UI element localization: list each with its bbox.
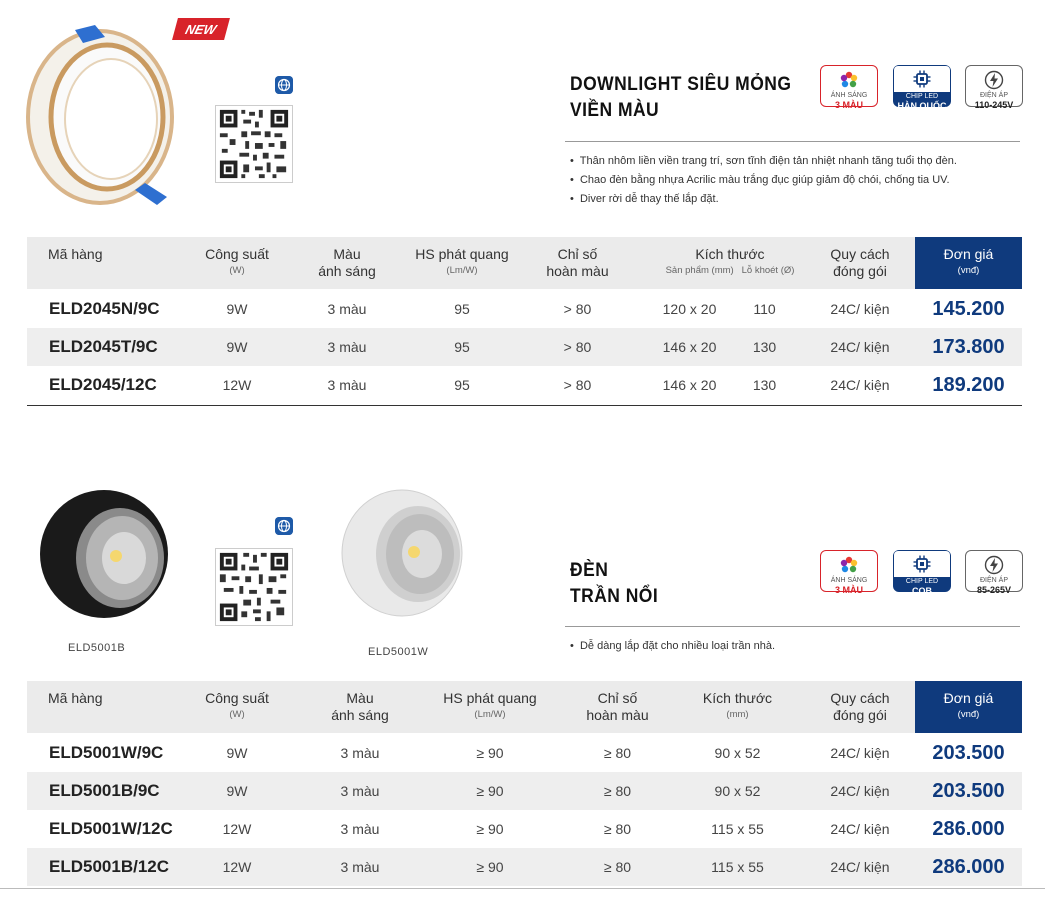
lightning-icon: [984, 70, 1004, 90]
product-title: DOWNLIGHT SIÊU MỎNG VIỀN MÀU: [570, 74, 792, 121]
power-cell: 9W: [226, 301, 248, 317]
feature-chip-led: CHIP LED HÀN QUỐC: [893, 65, 951, 107]
color-cell: 3 màu: [327, 377, 367, 393]
hole-cell: 110: [753, 301, 776, 317]
cri-cell: ≥ 80: [603, 821, 632, 837]
cri-cell: > 80: [563, 377, 592, 393]
header-code: Mã hàng: [48, 246, 103, 262]
header-color: Màu ánh sáng: [318, 246, 376, 279]
product-code: ELD5001B/12C: [49, 857, 170, 876]
hole-cell: 130: [752, 339, 777, 355]
header-packing: Quy cách đóng gói: [830, 246, 890, 279]
price-cell: 203.500: [932, 780, 1005, 802]
chip-icon: [913, 70, 931, 88]
lightning-icon: [984, 555, 1004, 575]
globe-icon[interactable]: [275, 76, 293, 94]
power-cell: 12W: [222, 377, 252, 393]
size-cell: 120 x 20: [662, 301, 717, 317]
price-cell: 145.200: [932, 298, 1005, 320]
feature-chip-led: CHIP LED COB: [893, 550, 951, 592]
price-cell: 203.500: [932, 742, 1005, 764]
price-cell: 173.800: [932, 336, 1005, 358]
table-bottom-rule: [27, 405, 1022, 406]
bullet-item: • Thân nhôm liền viền trang trí, sơn tĩnh điện tản nhiệt nhanh tăng tuổi thọ đèn.: [570, 155, 957, 167]
black-ceiling-light-image: [38, 488, 170, 620]
price-cell: 286.000: [932, 818, 1005, 840]
cri-cell: ≥ 80: [603, 783, 632, 799]
image-label-white: ELD5001W: [368, 646, 429, 658]
table-row: [27, 772, 1022, 810]
feature-light-color: ÁNH SÁNG 3 MÀU: [820, 550, 878, 592]
size-cell: 146 x 20: [662, 339, 717, 355]
packing-cell: 24C/ kiện: [830, 859, 890, 875]
product-code: ELD2045/12C: [49, 375, 157, 394]
bullet-item: • Diver rời dễ thay thế lắp đặt.: [570, 193, 719, 205]
power-cell: 9W: [226, 745, 248, 761]
table-row: [27, 848, 1022, 886]
table-row: [27, 290, 1022, 328]
color-cell: 3 màu: [340, 821, 380, 837]
header-packing: Quy cách đóng gói: [830, 690, 890, 723]
size-cell: 115 x 55: [711, 821, 764, 837]
packing-cell: 24C/ kiện: [830, 339, 890, 355]
packing-cell: 24C/ kiện: [830, 301, 890, 317]
table-row: [27, 366, 1022, 404]
product-code: ELD5001W/12C: [49, 819, 173, 838]
header-lumen: HS phát quang (Lm/W): [415, 246, 509, 276]
header-price: Đơn giá (vnđ): [915, 681, 1022, 733]
feature-bullets: [570, 152, 1030, 209]
size-cell: 90 x 52: [714, 783, 761, 799]
header-lumen: HS phát quang (Lm/W): [443, 690, 537, 720]
color-wheel-icon: [839, 555, 859, 575]
cri-cell: ≥ 80: [603, 745, 632, 761]
header-power: Công suất (W): [205, 246, 269, 276]
color-cell: 3 màu: [340, 745, 380, 761]
price-cell: 189.200: [932, 374, 1005, 396]
bullet-item: • Chao đèn bằng nhựa Acrilic màu trắng đục giúp giảm độ chói, chống tia UV.: [570, 174, 950, 186]
lumen-cell: ≥ 90: [476, 821, 504, 837]
feature-bullets: [570, 637, 1030, 656]
header-power: Công suất (W): [205, 690, 269, 720]
downlight-product-image: [25, 25, 175, 210]
size-cell: 115 x 55: [711, 859, 764, 875]
packing-cell: 24C/ kiện: [830, 377, 890, 393]
header-size: Kích thước (mm): [702, 690, 773, 720]
size-cell: 146 x 20: [662, 377, 717, 393]
product-code: ELD5001W/9C: [49, 743, 164, 762]
table-row: [27, 734, 1022, 772]
table-row: [27, 810, 1022, 848]
color-cell: 3 màu: [327, 301, 367, 317]
header-cri: Chỉ số hoàn màu: [546, 246, 609, 279]
packing-cell: 24C/ kiện: [830, 783, 890, 799]
chip-icon: [913, 555, 931, 573]
feature-voltage: ĐIỆN ÁP 110-245V: [965, 65, 1023, 107]
qr-code[interactable]: [215, 105, 293, 183]
lumen-cell: ≥ 90: [476, 745, 504, 761]
cri-cell: > 80: [563, 339, 592, 355]
packing-cell: 24C/ kiện: [830, 745, 890, 761]
feature-voltage: ĐIỆN ÁP 85-265V: [965, 550, 1023, 592]
globe-icon[interactable]: [275, 517, 293, 535]
qr-code[interactable]: [215, 548, 293, 626]
divider: [565, 141, 1020, 142]
header-color: Màu ánh sáng: [331, 690, 389, 723]
power-cell: 12W: [222, 821, 252, 837]
header-cri: Chỉ số hoàn màu: [586, 690, 649, 723]
size-cell: 90 x 52: [714, 745, 761, 761]
cri-cell: ≥ 80: [603, 859, 632, 875]
power-cell: 9W: [226, 783, 248, 799]
packing-cell: 24C/ kiện: [830, 821, 890, 837]
new-badge: NEW: [172, 18, 230, 40]
price-table-body: [27, 734, 1022, 886]
lumen-cell: ≥ 90: [476, 783, 504, 799]
color-wheel-icon: [839, 70, 859, 90]
table-row: [27, 328, 1022, 366]
lumen-cell: 95: [454, 377, 470, 393]
product-code: ELD2045N/9C: [49, 299, 160, 318]
product-title: ĐÈN TRẦN NỔI: [570, 560, 659, 607]
cri-cell: > 80: [563, 301, 592, 317]
hole-cell: 130: [752, 377, 777, 393]
price-table-body: [27, 290, 1022, 404]
color-cell: 3 màu: [327, 339, 367, 355]
product-code: ELD5001B/9C: [49, 781, 160, 800]
image-label-black: ELD5001B: [68, 642, 126, 654]
header-code: Mã hàng: [48, 690, 103, 706]
bullet-item: • Dễ dàng lắp đặt cho nhiều loại trần nhà.: [570, 640, 776, 652]
page-bottom-rule: [0, 888, 1045, 889]
price-cell: 286.000: [932, 856, 1005, 878]
feature-light-color: ÁNH SÁNG 3 MÀU: [820, 65, 878, 107]
lumen-cell: 95: [454, 301, 470, 317]
power-cell: 12W: [222, 859, 252, 875]
divider: [565, 626, 1020, 627]
power-cell: 9W: [226, 339, 248, 355]
color-cell: 3 màu: [340, 783, 380, 799]
color-cell: 3 màu: [340, 859, 380, 875]
white-ceiling-light-image: [340, 488, 465, 618]
lumen-cell: ≥ 90: [476, 859, 504, 875]
lumen-cell: 95: [454, 339, 470, 355]
header-size: Kích thước Sản phẩm (mm) Lỗ khoét (Ø): [665, 246, 795, 276]
header-price: Đơn giá (vnđ): [915, 237, 1022, 289]
product-code: ELD2045T/9C: [49, 337, 158, 356]
